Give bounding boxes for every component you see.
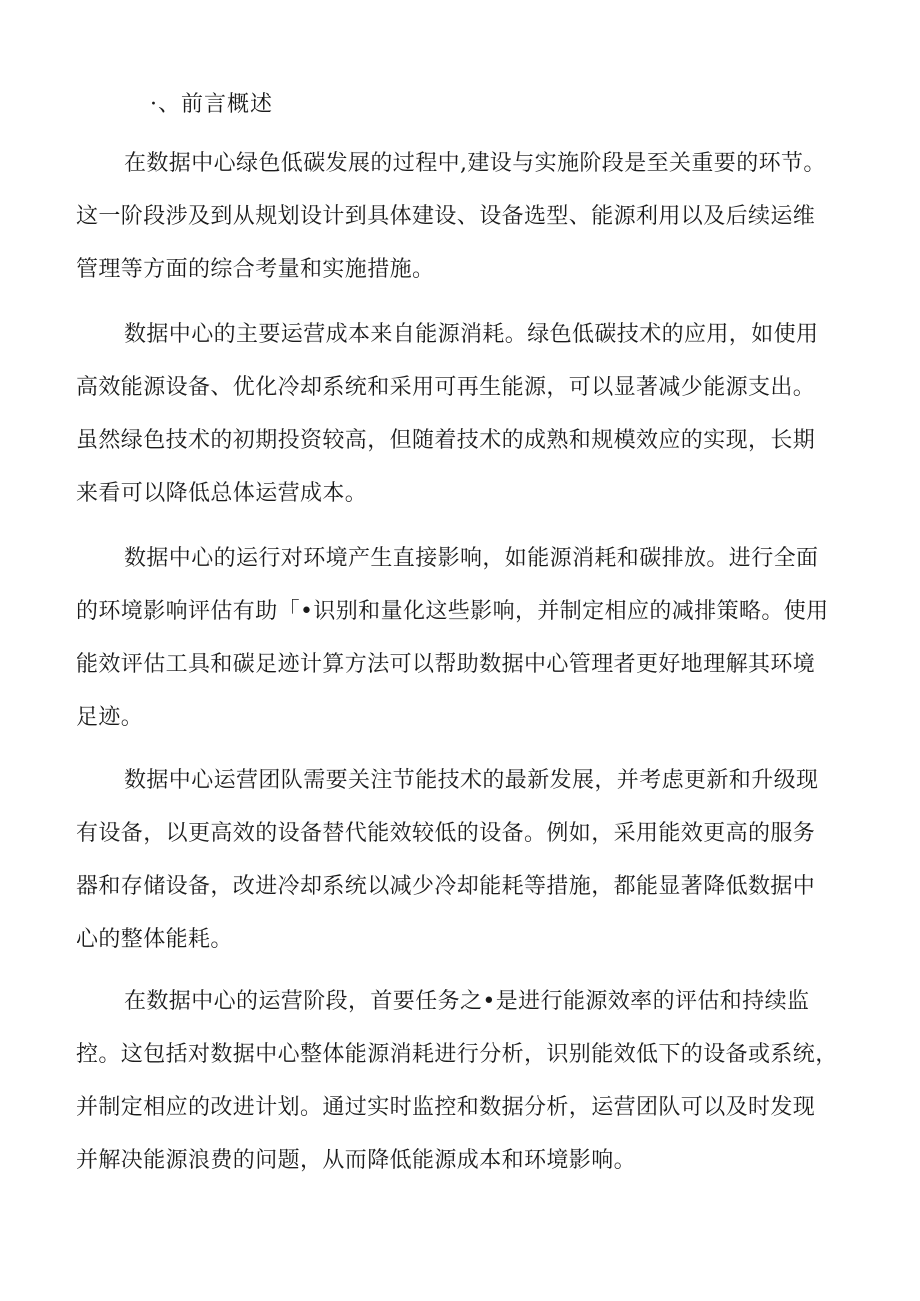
paragraph-line: 的环境影响评估有助「•识别和量化这些影响，并制定相应的减排策略。使用 [76, 599, 829, 624]
paragraph [76, 532, 852, 744]
paragraph-line: 数据中心的主要运营成本来自能源消耗。绿色低碳技术的应用，如使用 [124, 322, 819, 347]
paragraph-line: 能效评估工具和碳足迹计算方法可以帮助数据中心管理者更好地理解其环境 [76, 652, 816, 677]
paragraph-line: 数据中心的运行对环境产生直接影响，如能源消耗和碳排放。进行全面 [124, 546, 819, 571]
paragraph-line: 管理等方面的综合考量和实施措施。 [76, 257, 435, 282]
paragraph [76, 754, 852, 966]
paragraph-line: 数据中心运营团队需要关注节能技术的最新发展，并考虑更新和升级现 [124, 768, 819, 793]
paragraph-line: 并制定相应的改进计划。通过实时监控和数据分析，运营团队可以及时发现 [76, 1095, 816, 1120]
paragraph-line: 在数据中心的运营阶段，首要任务之•是进行能源效率的评估和持续监 [124, 989, 810, 1014]
paragraph-line: 心的整体能耗。 [76, 927, 233, 952]
section-heading: ·、前言概述 [150, 92, 273, 117]
paragraph-line: 高效能源设备、优化冷却系统和采用可再生能源，可以显著减少能源支出。 [76, 375, 816, 400]
paragraph [76, 308, 852, 520]
paragraph-line: 并解决能源浪费的问题，从而降低能源成本和环境影响。 [76, 1148, 637, 1173]
paragraph-line: 这一阶段涉及到从规划设计到具体建设、设备选型、能源利用以及后续运维 [76, 204, 816, 229]
paragraph-line: 来看可以降低总体运营成本。 [76, 481, 368, 506]
paragraph-line: 虽然绿色技术的初期投资较高，但随着技术的成熟和规模效应的实现，长期 [76, 428, 816, 453]
paragraph [76, 137, 852, 296]
paragraph-line: 控。这包括对数据中心整体能源消耗进行分析，识别能效低下的设备或系统， [76, 1042, 838, 1067]
paragraph-line: 有设备，以更高效的设备替代能效较低的设备。例如，采用能效更高的服务 [76, 821, 816, 846]
paragraph-line: 在数据中心绿色低碳发展的过程中,建设与实施阶段是至关重要的环节。 [124, 151, 826, 176]
paragraph [76, 975, 852, 1187]
paragraph-line: 足迹。 [76, 705, 144, 730]
paragraph-line: 器和存储设备，改进冷却系统以减少冷却能耗等措施，都能显著降低数据中 [76, 874, 816, 899]
